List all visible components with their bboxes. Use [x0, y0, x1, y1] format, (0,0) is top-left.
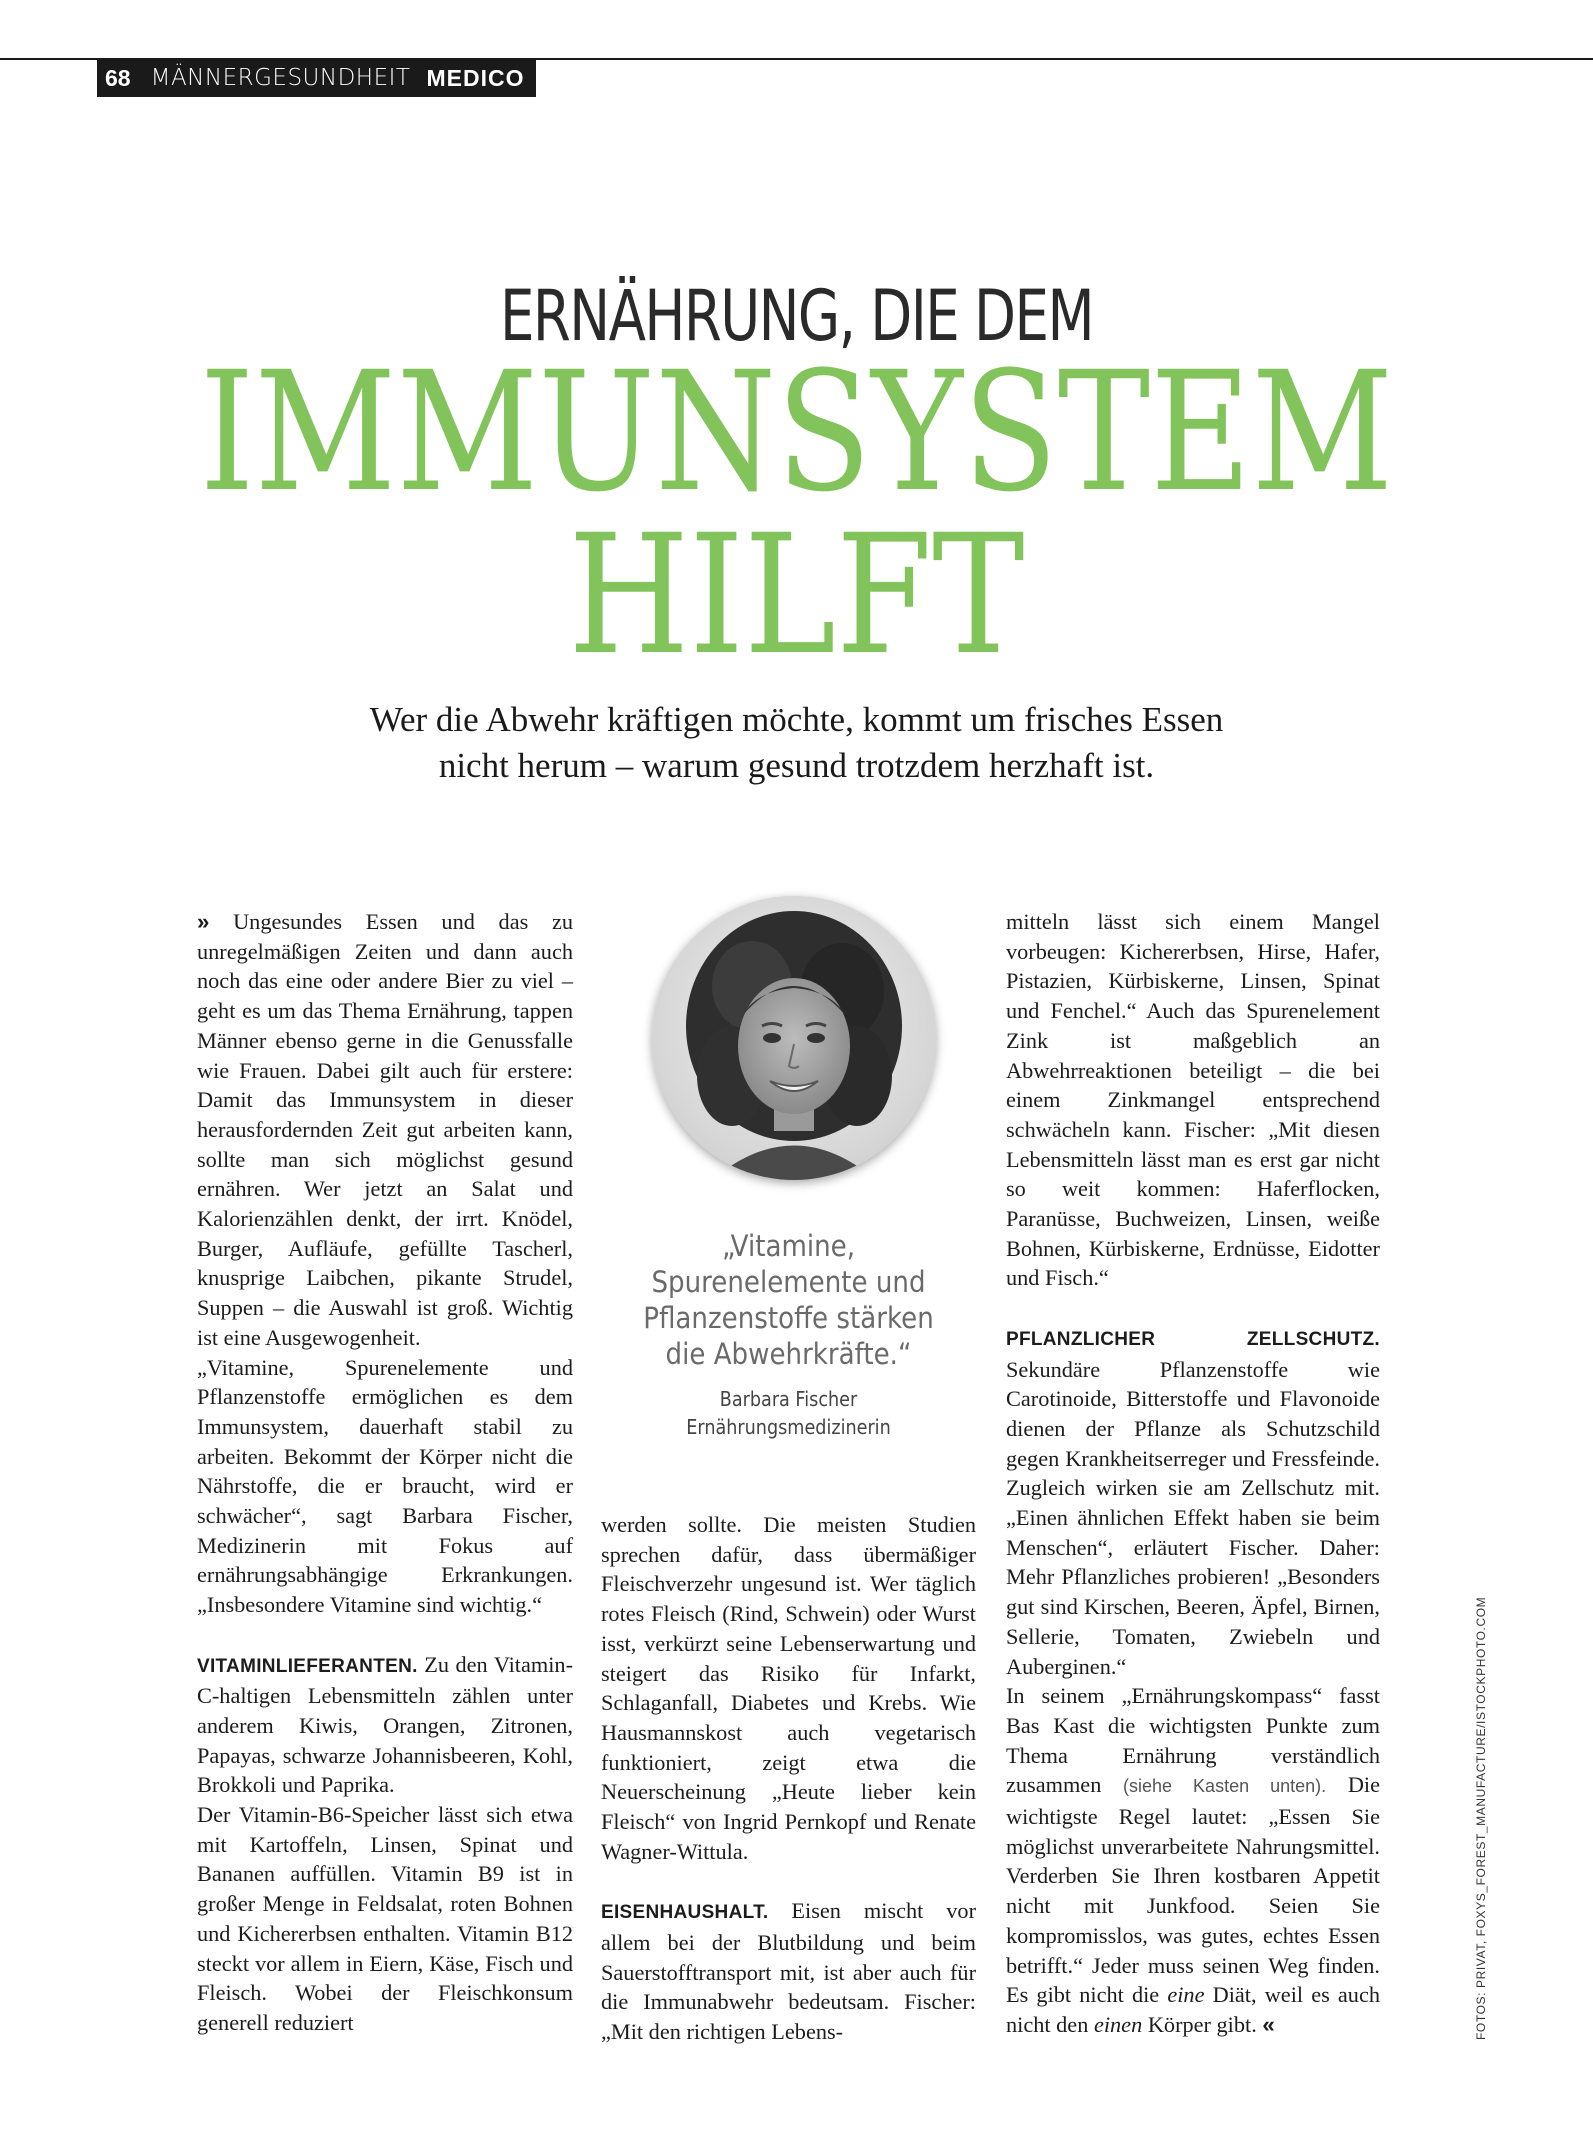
paragraph: mitteln lässt sich einem Mangel vorbeugen: Kichererbsen, Hirse, Hafer, Pistazien, Kürbiskerne, Linsen, Spinat und Fenchel.“ Auch das Spurenelement Zink ist maßgeblich an Abwehrreaktionen beteiligt – die bei einem Zinkmangel entsprechend schwächeln kann. Fischer: „Mit diesen Lebensmitteln lässt man es erst gar nicht so weit kommen: Haferflocken, Paranüsse, Buchweizen, Linsen, weiße Bohnen, Kürbiskerne, Erdnüsse, Eidotter und Fisch.“	[1006, 909, 1380, 1291]
photo-credit: FOTOS: PRIVAT, FOXYS_FOREST_MANUFACTURE/ISTOCKPHOTO.COM	[1474, 1596, 1488, 2040]
quote-role: Ernährungsmedizinerin	[686, 1415, 891, 1439]
page-number: 68	[105, 64, 131, 91]
paragraph-text: Die wichtigste Regel lautet: „Essen Sie möglichst unverarbeitete Nahrungsmittel. Verderben Sie Ihren kostbaren Appetit nicht mit Junkfood. Seien Sie kompromisslos, was gutes, echtes Essen betrifft.“ Jeder muss seinen Weg finden. Es gibt nicht die	[1006, 1772, 1381, 2008]
paragraph	[601, 1896, 976, 2047]
pull-quote: „Vitamine, Spurenelemente und Pflanzenstoffe stärken die Abwehrkräfte.“	[643, 1229, 934, 1371]
magazine-name: MEDICO	[426, 64, 525, 91]
article-column-3	[1006, 907, 1380, 2040]
quote-attribution	[624, 1385, 954, 1441]
lead-line2: nicht herum – warum gesund trotzdem herzhaft ist.	[438, 746, 1155, 785]
lead-line1: Wer die Abwehr kräftigen möchte, kommt um frisches Essen	[369, 700, 1224, 739]
paragraph-text: Diät, weil es auch nicht den	[1006, 1982, 1381, 2037]
article-column-1	[197, 907, 573, 2038]
paragraph-text: In seinem „Ernährungskompass“ fasst Bas Kast die wichtigsten Punkte zum Thema Ernährung verständlich zusammen	[1006, 1683, 1380, 1798]
subheading: PFLANZLICHER ZELLSCHUTZ.	[1006, 1328, 1380, 1350]
paragraph: Der Vitamin-B6-Speicher lässt sich etwa mit Kartoffeln, Linsen, Spinat und Bananen auffüllen. Vitamin B9 ist in großer Menge in Feldsalat, roten Bohnen und Kichererbsen enthalten. Vitamin B12 steckt vor allem in Eiern, Käse, Fisch und Fleisch. Wobei der Fleischkonsum generell reduziert	[197, 1802, 573, 2035]
portrait-photo	[652, 896, 936, 1180]
emphasis: einen	[1093, 2012, 1143, 2037]
paragraph	[1006, 1323, 1380, 1681]
paragraph-text: Ungesundes Essen und das zu unregelmäßigen Zeiten und dann auch noch das eine oder andere Bier zu viel – geht es um das Thema Ernährung, tappen Männer ebenso gerne in die Genussfalle wie Frauen. Dabei gilt auch für erstere: Damit das Immunsystem in dieser herausfordernden Zeit gut arbeiten kann, sollte man sich möglichst gesund ernähren. Wer jetzt an Salat und Kalorienzählen denkt, der irrt. Knödel, Burger, Aufläufe, gefüllte Tascherl, knusprige Laibchen, pikante Strudel, Suppen – die Auswahl ist groß. Wichtig ist eine Ausgewogenheit.	[197, 909, 573, 1350]
section-header	[97, 59, 536, 97]
start-marker: »	[197, 909, 210, 934]
paragraph: „Vitamine, Spurenelemente und Pflanzenstoffe ermöglichen es dem Immunsystem, dauerhaft stabil zu arbeiten. Bekommt der Körper nicht die Nährstoffe, die er braucht, wird er schwächer“, sagt Barbara Fischer, Medizinerin mit Fokus auf ernährungsabhängige Erkrankungen. „Insbesondere Vitamine sind wichtig.“	[197, 1354, 573, 1618]
quote-name: Barbara Fischer	[719, 1387, 858, 1411]
portrait-illustration	[652, 896, 936, 1180]
end-marker: «	[1262, 2012, 1275, 2037]
paragraph-text: Sekundäre Pflanzenstoffe wie Carotinoide, Bitterstoffe und Flavonoide dienen der Pflanze als Schutzschild gegen Krankheitserreger und Fressfeinde. Zugleich wirken sie am Zellschutz mit. „Einen ähnlichen Effekt haben sie beim Menschen“, erläutert Fischer. Daher: Mehr Pflanzliches probieren! „Besonders gut sind Kirschen, Beeren, Äpfel, Birnen, Sellerie, Tomaten, Zwiebeln und Auberginen.“	[1006, 1356, 1380, 1679]
headline-title-line1: IMMUNSYSTEM	[199, 336, 1394, 528]
headline-kicker: ERNÄHRUNG, DIE DEM	[499, 275, 1094, 357]
paragraph	[197, 1650, 573, 1801]
paragraph-text: Zu den Vitamin-C-haltigen Lebensmitteln zählen unter anderem Kiwis, Orangen, Zitronen, Papayas, schwarze Johannisbeeren, Kohl, Brokkoli und Paprika.	[197, 1651, 573, 1798]
box-reference: (siehe Kasten unten).	[1122, 1776, 1327, 1797]
headline-title-line2: HILFT	[568, 499, 1025, 691]
lead-paragraph	[200, 697, 1393, 789]
subheading: VITAMINLIEFERANTEN.	[197, 1655, 418, 1677]
paragraph	[197, 907, 573, 1353]
paragraph: werden sollte. Die meisten Studien sprechen dafür, dass übermäßiger Fleischverzehr ungesund ist. Wer täglich rotes Fleisch (Rind, Schwein) oder Wurst isst, verkürzt seine Lebenserwartung und steigert das Risiko für Infarkt, Schlaganfall, Diabetes und Krebs. Wie Hausmannskost auch vegetarisch funktioniert, zeigt etwa die Neuerscheinung „Heute lieber kein Fleisch“ von Ingrid Pernkopf und Renate Wagner-Wittula.	[601, 1512, 976, 1864]
subheading: EISENHAUSHALT.	[601, 1902, 769, 1924]
section-name: MÄNNERGESUNDHEIT	[150, 65, 411, 91]
paragraph	[1006, 1681, 1380, 2039]
emphasis: eine	[1167, 1982, 1205, 2008]
article-column-2	[601, 1510, 976, 2047]
paragraph-text: Körper gibt.	[1147, 2012, 1257, 2037]
paragraph-text: Eisen mischt vor allem bei der Blutbildung und beim Sauerstofftransport mit, ist aber auch für die Immunabwehr bedeutsam. Fischer: „Mit den richtigen Lebens-	[601, 1898, 976, 2044]
